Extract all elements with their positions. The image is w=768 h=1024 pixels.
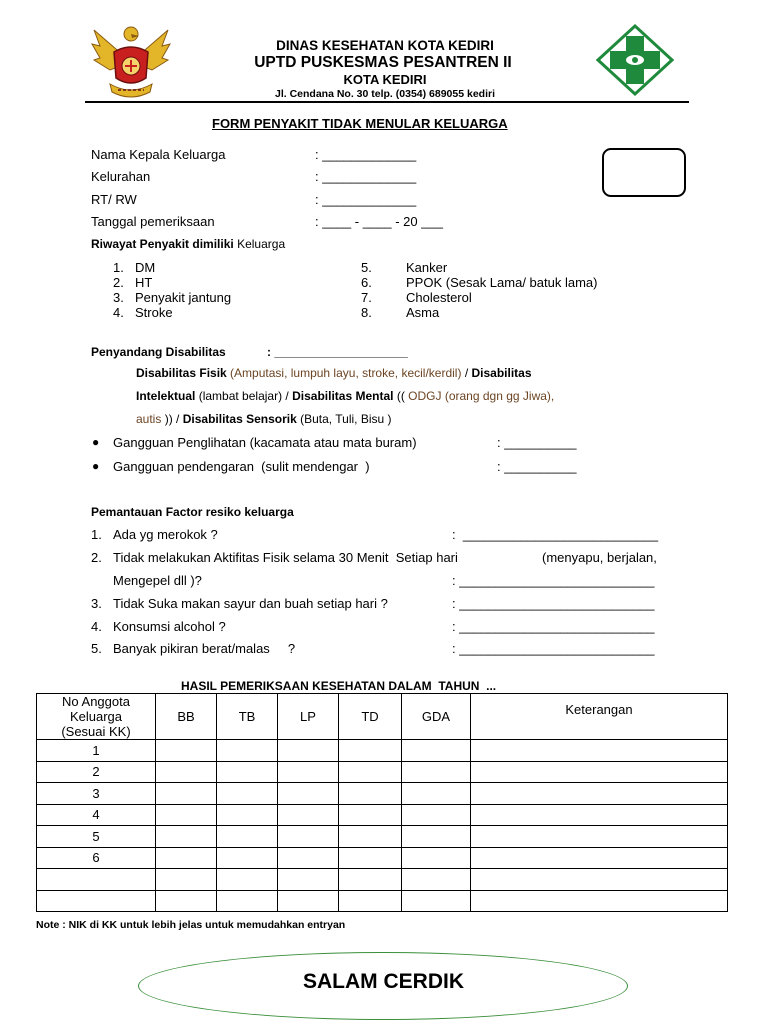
gangguan-penglihatan-label: Gangguan Penglihatan (kacamata atau mata buram) <box>113 435 417 450</box>
puskesmas-green-cross-icon <box>596 24 674 96</box>
disabilitas-title: Penyandang Disabilitas <box>91 345 226 359</box>
pemantauan-question-extra: (menyapu, berjalan, <box>542 550 657 565</box>
form-title: FORM PENYAKIT TIDAK MENULAR KELUARGA <box>212 116 508 131</box>
hasil-title: HASIL PEMERIKSAAN KESEHATAN DALAM TAHUN ... <box>181 679 497 693</box>
row-number <box>37 890 156 912</box>
pemantauan-question: Tidak melakukan Aktifitas Fisik selama 30 Menit Setiap hari <box>113 550 458 565</box>
field-blank-kelurahan[interactable]: : _____________ <box>315 169 417 184</box>
pemantauan-title: Pemantauan Factor resiko keluarga <box>91 505 294 519</box>
bullet-icon: ● <box>92 435 100 449</box>
field-label-kelurahan: Kelurahan <box>91 169 151 184</box>
table-row <box>37 740 728 762</box>
field-label-tanggal-pemeriksaan: Tanggal pemeriksaan <box>91 214 215 229</box>
gangguan-penglihatan-blank[interactable]: : __________ <box>497 435 577 450</box>
city-emblem <box>88 22 174 100</box>
row-number: 5 <box>37 826 156 848</box>
header-divider <box>85 101 689 103</box>
col-header-keterangan: Keterangan <box>471 694 728 740</box>
pemantauan-blank[interactable]: : ___________________________ <box>452 596 655 611</box>
table-row <box>37 761 728 783</box>
riwayat-num: 6. <box>361 275 372 290</box>
disabilitas-blank[interactable]: : ____________________ <box>267 345 408 359</box>
field-label-rt-rw: RT/ RW <box>91 192 137 207</box>
col-header-bb: BB <box>156 694 217 740</box>
riwayat-item: Stroke <box>135 305 173 320</box>
riwayat-num: 5. <box>361 260 372 275</box>
pemantauan-num: 5. <box>91 641 102 656</box>
riwayat-item: PPOK (Sesak Lama/ batuk lama) <box>406 275 598 290</box>
table-row <box>37 783 728 805</box>
riwayat-title: Riwayat Penyakit dimiliki Keluarga <box>91 237 286 251</box>
table-row <box>37 890 728 912</box>
pemantauan-blank[interactable]: : ___________________________ <box>452 641 655 656</box>
field-blank-nama-kepala-keluarga[interactable]: : _____________ <box>315 147 417 162</box>
closing-text: SALAM CERDIK <box>303 970 464 993</box>
header-city: KOTA KEDIRI <box>343 72 427 87</box>
col-header-no-anggota: No Anggota Keluarga (Sesuai KK) <box>37 694 156 740</box>
riwayat-item: Asma <box>406 305 440 320</box>
riwayat-num: 2. <box>113 275 124 290</box>
col-header-gda: GDA <box>402 694 471 740</box>
col-header-tb: TB <box>217 694 278 740</box>
pemantauan-question: Ada yg merokok ? <box>113 527 218 542</box>
field-label-nama-kepala-keluarga: Nama Kepala Keluarga <box>91 147 226 162</box>
table-row <box>37 826 728 848</box>
riwayat-num: 4. <box>113 305 124 320</box>
table-row <box>37 847 728 869</box>
col-header-lp: LP <box>278 694 339 740</box>
field-blank-tanggal-pemeriksaan[interactable]: : ____ - ____ - 20 ___ <box>315 214 443 229</box>
pemantauan-num: 3. <box>91 596 102 611</box>
disabilitas-line-3: autis )) / Disabilitas Sensorik (Buta, Tuli, Bisu ) <box>136 412 392 426</box>
table-row <box>37 869 728 891</box>
puskesmas-logo <box>596 24 674 96</box>
pemantauan-question: Banyak pikiran berat/malas ? <box>113 641 296 656</box>
riwayat-num: 7. <box>361 290 372 305</box>
row-number: 2 <box>37 761 156 783</box>
header-puskesmas: UPTD PUSKESMAS PESANTREN II <box>254 54 512 71</box>
pemantauan-blank[interactable]: : ___________________________ <box>452 573 655 588</box>
code-box[interactable] <box>602 148 686 197</box>
riwayat-item: Kanker <box>406 260 448 275</box>
pemantauan-num: 2. <box>91 550 102 565</box>
pemantauan-question: Tidak Suka makan sayur dan buah setiap hari ? <box>113 596 388 611</box>
row-number: 3 <box>37 783 156 805</box>
riwayat-num: 1. <box>113 260 124 275</box>
riwayat-item: DM <box>135 260 156 275</box>
pemantauan-question: Mengepel dll )? <box>113 573 202 588</box>
row-number: 1 <box>37 740 156 762</box>
header-dinas: DINAS KESEHATAN KOTA KEDIRI <box>276 38 494 53</box>
riwayat-num: 3. <box>113 290 124 305</box>
pemantauan-num: 4. <box>91 619 102 634</box>
row-number <box>37 869 156 891</box>
note-text: Note : NIK di KK untuk lebih jelas untuk memudahkan entryan <box>36 919 346 931</box>
disabilitas-line-1: Disabilitas Fisik (Amputasi, lumpuh layu, stroke, kecil/kerdil) / Disabilitas <box>136 366 532 380</box>
pemantauan-blank[interactable]: : ___________________________ <box>452 619 655 634</box>
col-header-td: TD <box>339 694 402 740</box>
disabilitas-line-2: Intelektual (lambat belajar) / Disabilitas Mental (( ODGJ (orang dgn gg Jiwa), <box>136 389 555 403</box>
field-blank-rt-rw[interactable]: : _____________ <box>315 192 417 207</box>
row-number: 4 <box>37 804 156 826</box>
garuda-city-emblem-icon <box>88 22 174 100</box>
row-number: 6 <box>37 847 156 869</box>
riwayat-item: HT <box>135 275 153 290</box>
gangguan-pendengaran-label: Gangguan pendengaran (sulit mendengar ) <box>113 459 370 474</box>
riwayat-num: 8. <box>361 305 372 320</box>
pemantauan-blank[interactable]: : ___________________________ <box>452 527 659 542</box>
header-address: Jl. Cendana No. 30 telp. (0354) 689055 kediri <box>274 88 496 100</box>
pemantauan-question: Konsumsi alcohol ? <box>113 619 226 634</box>
riwayat-item: Penyakit jantung <box>135 290 232 305</box>
bullet-icon: ● <box>92 459 100 473</box>
hasil-table <box>36 693 728 912</box>
pemantauan-num: 1. <box>91 527 102 542</box>
gangguan-pendengaran-blank[interactable]: : __________ <box>497 459 577 474</box>
table-row <box>37 804 728 826</box>
riwayat-item: Cholesterol <box>406 290 472 305</box>
